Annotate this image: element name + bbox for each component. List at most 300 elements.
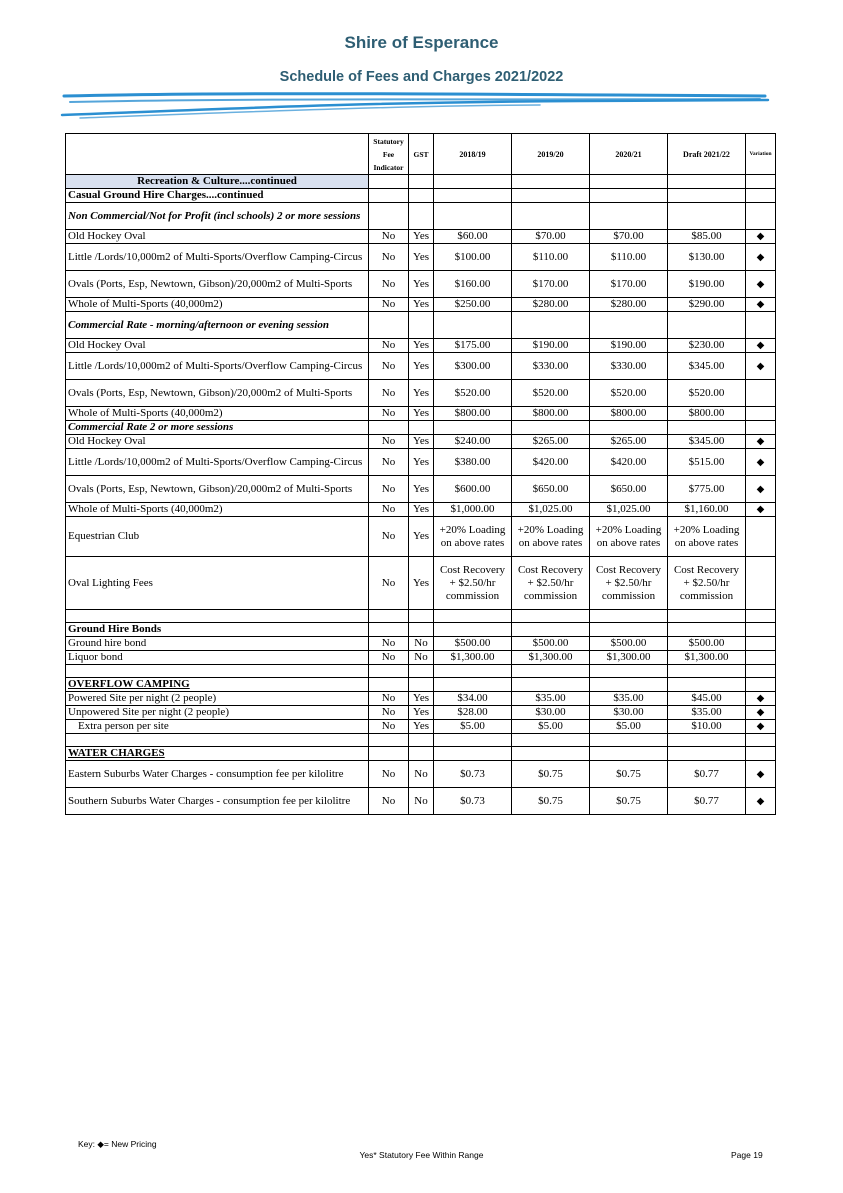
cell-2019-20 [512, 623, 590, 637]
cell-draft-2021-22: $0.77 [668, 761, 746, 788]
cell-description: Ovals (Ports, Esp, Newtown, Gibson)/20,000m2 of Multi-Sports [66, 271, 369, 298]
cell-draft-2021-22: $520.00 [668, 380, 746, 407]
cell-2019-20: $5.00 [512, 720, 590, 734]
cell-2018-19 [434, 175, 512, 189]
cell-variation: ◆ [746, 761, 776, 788]
cell-gst: Yes [409, 706, 434, 720]
cell-description: Non Commercial/Not for Profit (incl schools) 2 or more sessions [66, 203, 369, 230]
cell-2019-20 [512, 747, 590, 761]
cell-statutory: No [369, 339, 409, 353]
cell-variation: ◆ [746, 720, 776, 734]
cell-2020-21: $800.00 [590, 407, 668, 421]
cell-description: Ovals (Ports, Esp, Newtown, Gibson)/20,000m2 of Multi-Sports [66, 380, 369, 407]
cell-statutory: No [369, 720, 409, 734]
cell-statutory: No [369, 380, 409, 407]
cell-gst [409, 189, 434, 203]
cell-draft-2021-22 [668, 665, 746, 678]
cell-2019-20 [512, 734, 590, 747]
cell-description: Powered Site per night (2 people) [66, 692, 369, 706]
cell-draft-2021-22: $85.00 [668, 230, 746, 244]
cell-description: Commercial Rate - morning/afternoon or evening session [66, 312, 369, 339]
cell-statutory [369, 421, 409, 435]
cell-2019-20: +20% Loading on above rates [512, 517, 590, 557]
column-header-statutory: Statutory Fee Indicator [369, 134, 409, 175]
cell-gst: Yes [409, 435, 434, 449]
cell-description: Whole of Multi-Sports (40,000m2) [66, 407, 369, 421]
cell-variation [746, 610, 776, 623]
cell-2018-19: $520.00 [434, 380, 512, 407]
fees-table-body [66, 175, 776, 815]
cell-variation [746, 189, 776, 203]
brush-stroke-decoration [60, 88, 772, 124]
cell-draft-2021-22: $10.00 [668, 720, 746, 734]
cell-variation [746, 312, 776, 339]
cell-description: Little /Lords/10,000m2 of Multi-Sports/Overflow Camping-Circus [66, 244, 369, 271]
cell-2018-19: $1,300.00 [434, 651, 512, 665]
cell-2018-19 [434, 203, 512, 230]
table-row [66, 380, 776, 407]
table-row [66, 678, 776, 692]
cell-gst [409, 175, 434, 189]
cell-variation [746, 557, 776, 610]
cell-2018-19: $240.00 [434, 435, 512, 449]
cell-2020-21 [590, 312, 668, 339]
cell-2018-19: $100.00 [434, 244, 512, 271]
cell-variation: ◆ [746, 353, 776, 380]
cell-2020-21: +20% Loading on above rates [590, 517, 668, 557]
cell-2018-19 [434, 623, 512, 637]
cell-2019-20: $70.00 [512, 230, 590, 244]
column-header-description [66, 134, 369, 175]
document-subtitle: Schedule of Fees and Charges 2021/2022 [279, 69, 564, 85]
cell-statutory: No [369, 435, 409, 449]
cell-gst: Yes [409, 271, 434, 298]
cell-variation [746, 623, 776, 637]
cell-2019-20: $170.00 [512, 271, 590, 298]
cell-2020-21 [590, 623, 668, 637]
cell-2019-20: Cost Recovery + $2.50/hr commission [512, 557, 590, 610]
cell-draft-2021-22 [668, 175, 746, 189]
cell-statutory [369, 747, 409, 761]
table-row [66, 298, 776, 312]
cell-2019-20: $650.00 [512, 476, 590, 503]
cell-statutory [369, 610, 409, 623]
cell-2018-19: $250.00 [434, 298, 512, 312]
cell-2018-19: $1,000.00 [434, 503, 512, 517]
column-header-draft-2021-22: Draft 2021/22 [668, 134, 746, 175]
cell-draft-2021-22: $800.00 [668, 407, 746, 421]
cell-2019-20: $0.75 [512, 788, 590, 815]
cell-variation: ◆ [746, 503, 776, 517]
cell-2020-21: $1,300.00 [590, 651, 668, 665]
cell-2019-20: $265.00 [512, 435, 590, 449]
cell-variation: ◆ [746, 692, 776, 706]
cell-description: Unpowered Site per night (2 people) [66, 706, 369, 720]
cell-draft-2021-22 [668, 203, 746, 230]
cell-gst: Yes [409, 407, 434, 421]
cell-2020-21: $35.00 [590, 692, 668, 706]
cell-statutory: No [369, 517, 409, 557]
cell-gst: Yes [409, 230, 434, 244]
cell-variation [746, 665, 776, 678]
cell-draft-2021-22 [668, 678, 746, 692]
cell-2019-20 [512, 189, 590, 203]
table-row [66, 189, 776, 203]
cell-2018-19: $0.73 [434, 761, 512, 788]
cell-variation [746, 380, 776, 407]
cell-gst: Yes [409, 517, 434, 557]
cell-gst [409, 312, 434, 339]
cell-variation [746, 678, 776, 692]
column-header-2018-19: 2018/19 [434, 134, 512, 175]
cell-2018-19 [434, 189, 512, 203]
cell-gst: Yes [409, 380, 434, 407]
cell-description: Extra person per site [66, 720, 369, 734]
cell-2018-19: $380.00 [434, 449, 512, 476]
table-row [66, 747, 776, 761]
cell-2020-21 [590, 610, 668, 623]
cell-variation [746, 637, 776, 651]
cell-description [66, 610, 369, 623]
cell-description: Liquor bond [66, 651, 369, 665]
table-row [66, 271, 776, 298]
cell-gst [409, 747, 434, 761]
cell-statutory [369, 734, 409, 747]
cell-draft-2021-22: $500.00 [668, 637, 746, 651]
cell-2019-20: $110.00 [512, 244, 590, 271]
table-row [66, 665, 776, 678]
cell-statutory: No [369, 230, 409, 244]
cell-variation: ◆ [746, 271, 776, 298]
cell-gst: No [409, 637, 434, 651]
cell-description: Casual Ground Hire Charges....continued [66, 189, 369, 203]
table-row [66, 476, 776, 503]
table-row [66, 435, 776, 449]
table-row [66, 407, 776, 421]
cell-gst: Yes [409, 339, 434, 353]
table-row [66, 244, 776, 271]
cell-gst: Yes [409, 557, 434, 610]
cell-variation: ◆ [746, 435, 776, 449]
cell-draft-2021-22: Cost Recovery + $2.50/hr commission [668, 557, 746, 610]
cell-description: Little /Lords/10,000m2 of Multi-Sports/Overflow Camping-Circus [66, 449, 369, 476]
cell-2018-19 [434, 610, 512, 623]
table-row [66, 203, 776, 230]
cell-draft-2021-22: $130.00 [668, 244, 746, 271]
cell-variation [746, 517, 776, 557]
cell-variation: ◆ [746, 788, 776, 815]
cell-variation [746, 407, 776, 421]
cell-2020-21: $110.00 [590, 244, 668, 271]
table-row [66, 230, 776, 244]
cell-gst: Yes [409, 244, 434, 271]
table-row [66, 623, 776, 637]
cell-variation: ◆ [746, 244, 776, 271]
cell-draft-2021-22 [668, 421, 746, 435]
cell-2019-20 [512, 421, 590, 435]
table-row [66, 353, 776, 380]
cell-variation [746, 203, 776, 230]
cell-statutory: No [369, 637, 409, 651]
cell-variation: ◆ [746, 298, 776, 312]
footer-key: Key: ◆= New Pricing [78, 1139, 157, 1149]
cell-2019-20 [512, 678, 590, 692]
cell-description: Commercial Rate 2 or more sessions [66, 421, 369, 435]
cell-2018-19: +20% Loading on above rates [434, 517, 512, 557]
table-header-row [66, 134, 776, 175]
table-row [66, 761, 776, 788]
footer-statutory-note: Yes* Statutory Fee Within Range [359, 1150, 484, 1160]
cell-statutory: No [369, 557, 409, 610]
cell-statutory: No [369, 271, 409, 298]
cell-gst: No [409, 788, 434, 815]
cell-description: Recreation & Culture....continued [66, 175, 369, 189]
cell-gst [409, 623, 434, 637]
cell-2020-21 [590, 175, 668, 189]
cell-statutory: No [369, 692, 409, 706]
cell-2020-21: $70.00 [590, 230, 668, 244]
table-row [66, 651, 776, 665]
column-header-gst: GST [409, 134, 434, 175]
cell-draft-2021-22 [668, 747, 746, 761]
cell-statutory: No [369, 353, 409, 380]
cell-description: Whole of Multi-Sports (40,000m2) [66, 503, 369, 517]
cell-2020-21: $170.00 [590, 271, 668, 298]
cell-draft-2021-22: $775.00 [668, 476, 746, 503]
cell-description: Southern Suburbs Water Charges - consumption fee per kilolitre [66, 788, 369, 815]
column-header-2019-20: 2019/20 [512, 134, 590, 175]
cell-statutory: No [369, 651, 409, 665]
cell-2020-21: $650.00 [590, 476, 668, 503]
cell-draft-2021-22 [668, 610, 746, 623]
cell-2019-20: $190.00 [512, 339, 590, 353]
cell-draft-2021-22: $345.00 [668, 353, 746, 380]
cell-2020-21: $280.00 [590, 298, 668, 312]
cell-draft-2021-22: $515.00 [668, 449, 746, 476]
cell-gst: Yes [409, 353, 434, 380]
cell-draft-2021-22: $1,160.00 [668, 503, 746, 517]
cell-2020-21 [590, 678, 668, 692]
cell-2018-19 [434, 312, 512, 339]
cell-2019-20: $420.00 [512, 449, 590, 476]
cell-statutory: No [369, 788, 409, 815]
cell-2020-21: Cost Recovery + $2.50/hr commission [590, 557, 668, 610]
cell-variation [746, 747, 776, 761]
cell-description: Whole of Multi-Sports (40,000m2) [66, 298, 369, 312]
cell-variation [746, 421, 776, 435]
cell-2018-19: $160.00 [434, 271, 512, 298]
cell-variation [746, 651, 776, 665]
cell-2020-21: $420.00 [590, 449, 668, 476]
cell-variation: ◆ [746, 706, 776, 720]
cell-draft-2021-22 [668, 623, 746, 637]
cell-2018-19: Cost Recovery + $2.50/hr commission [434, 557, 512, 610]
cell-description: Old Hockey Oval [66, 435, 369, 449]
cell-statutory [369, 203, 409, 230]
cell-description: WATER CHARGES [66, 747, 369, 761]
cell-2019-20 [512, 312, 590, 339]
cell-gst: Yes [409, 476, 434, 503]
column-header-2020-21: 2020/21 [590, 134, 668, 175]
cell-statutory: No [369, 476, 409, 503]
cell-2020-21 [590, 421, 668, 435]
cell-variation: ◆ [746, 339, 776, 353]
table-row [66, 610, 776, 623]
cell-2018-19: $500.00 [434, 637, 512, 651]
table-row [66, 788, 776, 815]
cell-gst [409, 678, 434, 692]
cell-2018-19: $28.00 [434, 706, 512, 720]
cell-2019-20: $1,025.00 [512, 503, 590, 517]
cell-draft-2021-22: $345.00 [668, 435, 746, 449]
cell-2019-20: $500.00 [512, 637, 590, 651]
cell-2020-21 [590, 203, 668, 230]
table-row [66, 637, 776, 651]
cell-statutory [369, 623, 409, 637]
cell-description: Old Hockey Oval [66, 339, 369, 353]
cell-2018-19 [434, 747, 512, 761]
cell-statutory: No [369, 244, 409, 271]
cell-statutory [369, 175, 409, 189]
table-row [66, 175, 776, 189]
table-row [66, 557, 776, 610]
table-row [66, 692, 776, 706]
cell-2020-21: $0.75 [590, 788, 668, 815]
cell-draft-2021-22: $35.00 [668, 706, 746, 720]
cell-gst [409, 610, 434, 623]
cell-gst: Yes [409, 449, 434, 476]
cell-2019-20: $800.00 [512, 407, 590, 421]
table-row [66, 720, 776, 734]
cell-statutory: No [369, 449, 409, 476]
cell-2020-21: $265.00 [590, 435, 668, 449]
cell-2019-20 [512, 665, 590, 678]
cell-gst: No [409, 761, 434, 788]
cell-statutory: No [369, 761, 409, 788]
cell-2020-21: $1,025.00 [590, 503, 668, 517]
cell-gst: Yes [409, 692, 434, 706]
column-header-variation: Variation [746, 134, 776, 175]
cell-gst: Yes [409, 503, 434, 517]
cell-statutory [369, 312, 409, 339]
cell-2018-19: $300.00 [434, 353, 512, 380]
cell-draft-2021-22: +20% Loading on above rates [668, 517, 746, 557]
cell-description: Ovals (Ports, Esp, Newtown, Gibson)/20,000m2 of Multi-Sports [66, 476, 369, 503]
cell-2019-20 [512, 610, 590, 623]
cell-gst [409, 734, 434, 747]
cell-description [66, 734, 369, 747]
cell-2020-21: $30.00 [590, 706, 668, 720]
cell-gst: Yes [409, 298, 434, 312]
cell-draft-2021-22: $290.00 [668, 298, 746, 312]
cell-draft-2021-22: $1,300.00 [668, 651, 746, 665]
cell-2019-20: $1,300.00 [512, 651, 590, 665]
cell-2019-20: $0.75 [512, 761, 590, 788]
cell-2019-20: $35.00 [512, 692, 590, 706]
cell-2020-21 [590, 189, 668, 203]
cell-2020-21: $500.00 [590, 637, 668, 651]
cell-2020-21: $0.75 [590, 761, 668, 788]
cell-draft-2021-22: $45.00 [668, 692, 746, 706]
table-row [66, 734, 776, 747]
cell-statutory [369, 678, 409, 692]
cell-variation: ◆ [746, 476, 776, 503]
table-row [66, 517, 776, 557]
cell-draft-2021-22 [668, 312, 746, 339]
cell-gst [409, 665, 434, 678]
footer-page-number: Page 19 [731, 1150, 763, 1160]
cell-statutory [369, 189, 409, 203]
cell-gst: Yes [409, 720, 434, 734]
cell-2019-20: $280.00 [512, 298, 590, 312]
cell-2019-20: $330.00 [512, 353, 590, 380]
cell-draft-2021-22: $190.00 [668, 271, 746, 298]
cell-2018-19: $0.73 [434, 788, 512, 815]
cell-description: Equestrian Club [66, 517, 369, 557]
cell-2018-19: $175.00 [434, 339, 512, 353]
cell-draft-2021-22 [668, 734, 746, 747]
table-row [66, 706, 776, 720]
cell-draft-2021-22 [668, 189, 746, 203]
cell-2018-19: $60.00 [434, 230, 512, 244]
cell-2020-21: $330.00 [590, 353, 668, 380]
cell-2020-21: $190.00 [590, 339, 668, 353]
cell-2020-21 [590, 734, 668, 747]
cell-statutory [369, 665, 409, 678]
cell-2018-19 [434, 665, 512, 678]
cell-statutory: No [369, 298, 409, 312]
table-row [66, 503, 776, 517]
cell-description: Eastern Suburbs Water Charges - consumption fee per kilolitre [66, 761, 369, 788]
cell-2018-19 [434, 678, 512, 692]
cell-gst [409, 203, 434, 230]
cell-variation [746, 734, 776, 747]
cell-2018-19: $5.00 [434, 720, 512, 734]
cell-statutory: No [369, 407, 409, 421]
cell-description [66, 665, 369, 678]
cell-2020-21 [590, 665, 668, 678]
cell-description: Old Hockey Oval [66, 230, 369, 244]
cell-gst: No [409, 651, 434, 665]
table-row [66, 312, 776, 339]
cell-2019-20: $520.00 [512, 380, 590, 407]
document-title: Shire of Esperance [344, 33, 499, 52]
cell-2018-19: $800.00 [434, 407, 512, 421]
cell-2018-19 [434, 734, 512, 747]
cell-2018-19: $600.00 [434, 476, 512, 503]
cell-draft-2021-22: $230.00 [668, 339, 746, 353]
cell-2019-20: $30.00 [512, 706, 590, 720]
cell-variation: ◆ [746, 449, 776, 476]
cell-statutory: No [369, 503, 409, 517]
cell-2020-21: $520.00 [590, 380, 668, 407]
cell-2020-21 [590, 747, 668, 761]
table-row [66, 339, 776, 353]
cell-description: Little /Lords/10,000m2 of Multi-Sports/Overflow Camping-Circus [66, 353, 369, 380]
cell-2019-20 [512, 175, 590, 189]
table-row [66, 449, 776, 476]
cell-description: Ground Hire Bonds [66, 623, 369, 637]
cell-2019-20 [512, 203, 590, 230]
cell-statutory: No [369, 706, 409, 720]
fees-table [65, 133, 776, 815]
cell-draft-2021-22: $0.77 [668, 788, 746, 815]
cell-2020-21: $5.00 [590, 720, 668, 734]
cell-2018-19: $34.00 [434, 692, 512, 706]
cell-description: Ground hire bond [66, 637, 369, 651]
cell-2018-19 [434, 421, 512, 435]
cell-description: OVERFLOW CAMPING [66, 678, 369, 692]
